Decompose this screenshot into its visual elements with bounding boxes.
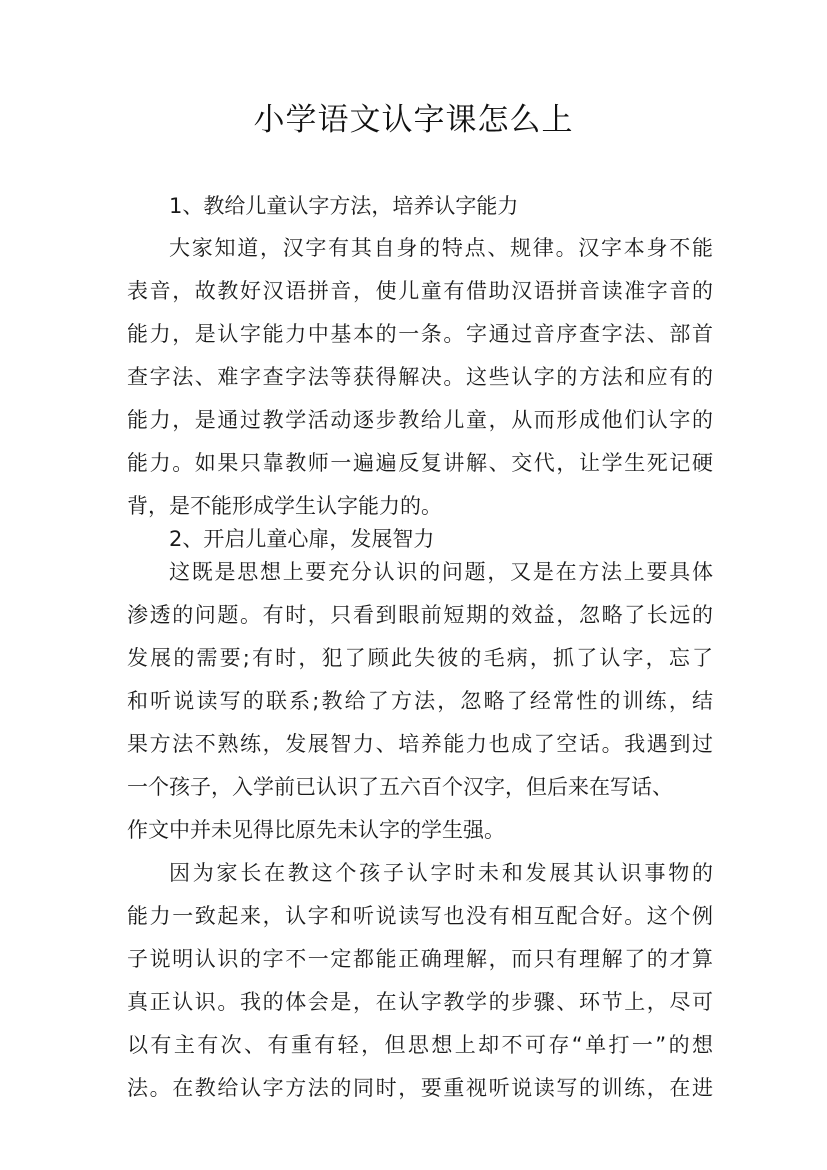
paragraph-line: 真正认识。我的体会是，在认字教学的步骤、环节上，尽可: [127, 990, 713, 1014]
paragraph-line: 法。在教给认字方法的同时，要重视听说读写的训练，在进: [127, 1076, 713, 1100]
paragraph-line: 果方法不熟练，发展智力、培养能力也成了空话。我遇到过: [127, 732, 713, 756]
paragraph-line: 这既是思想上要充分认识的问题，又是在方法上要具体: [169, 560, 713, 584]
paragraph-line: 和听说读写的联系;教给了方法，忽略了经常性的训练，结: [127, 689, 713, 713]
paragraph-line: 2、开启儿童心扉，发展智力: [169, 527, 435, 551]
paragraph-line: 能力一致起来，认字和听说读写也没有相互配合好。这个例: [127, 904, 713, 928]
paragraph-line: 发展的需要;有时，犯了顾此失彼的毛病，抓了认字，忘了: [127, 646, 713, 670]
paragraph-line: 能力。如果只靠教师一遍遍反复讲解、交代，让学生死记硬: [127, 451, 713, 475]
paragraph-line: 表音，故教好汉语拼音，使儿童有借助汉语拼音读准字音的: [127, 279, 713, 303]
paragraph-line: 因为家长在教这个孩子认字时未和发展其认识事物的: [169, 861, 713, 885]
paragraph-line: 能力，是认字能力中基本的一条。字通过音序查字法、部首: [127, 322, 713, 346]
paragraph-line: 大家知道，汉字有其自身的特点、规律。汉字本身不能: [169, 236, 713, 260]
paragraph-line: 背，是不能形成学生认字能力的。: [127, 494, 442, 518]
document-title: 小学语文认字课怎么上: [253, 102, 574, 138]
paragraph-line: 作文中并未见得比原先未认字的学生强。: [127, 818, 505, 842]
paragraph-line: 能力，是通过教学活动逐步教给儿童，从而形成他们认字的: [127, 408, 713, 432]
paragraph-line: 1、教给儿童认字方法，培养认字能力: [169, 194, 519, 218]
paragraph-line: 查字法、难字查字法等获得解决。这些认字的方法和应有的: [127, 365, 713, 389]
paragraph-line: 渗透的问题。有时，只看到眼前短期的效益，忽略了长远的: [127, 603, 713, 627]
paragraph-line: 子说明认识的字不一定都能正确理解，而只有理解了的才算: [127, 947, 713, 971]
paragraph-line: 一个孩子，入学前已认识了五六百个汉字，但后来在写话、: [127, 775, 673, 799]
paragraph-line: 以有主有次、有重有轻，但思想上却不可存“单打一”的想: [127, 1033, 713, 1057]
